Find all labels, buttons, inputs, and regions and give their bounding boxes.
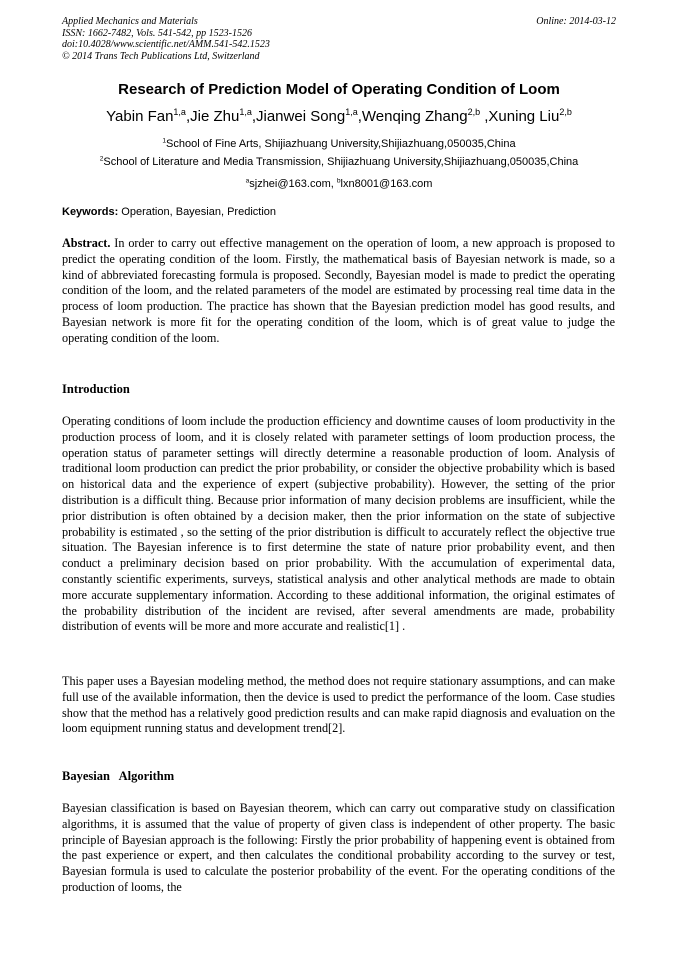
bayesian-paragraph-1: Bayesian classification is based on Bayesian theorem, which can carry out comparative study on classification algorithms, it is assumed that the value of property of given class is independent of other property. The basic principle of Bayesian approach is the following: Firstly the prior probability of happening event is obtained from the past experience or expert, and then calculates the conditional probability according to the survey or test, Bayesian formula is used to calculate the posterior probability of the event. For the operating conditions of the production of looms, the — [62, 801, 615, 894]
email-text: lxn8001@163.com — [340, 178, 433, 190]
journal-issn: ISSN: 1662-7482, Vols. 541-542, pp 1523-1526 — [62, 27, 252, 39]
author-affil-mark: 1,a — [239, 107, 252, 117]
introduction-paragraph-1: Operating conditions of loom include the production efficiency and downtime causes of loom productivity in the production process of loom, and it is closely related with parameter settings of loom production process, the operation status of parameter settings will directly determine a reasonable production of loom. Analysis of traditional loom production can predict the prior probability, or consider the objective probability which is based on historical data and the experience of expert (subjective probability). However, the setting of the prior distribution is a difficult thing. Because prior information of many decision problems are insufficient, while the prior distribution is often obtained by a decision maker, then the prior information on the state of subjective probability is estimated , so the setting of the prior distribution is difficult to accurately reflect the objective true situation. The Bayesian inference is to first determine the state of nature prior probability event, and then conduct a preliminary decision based on prior probability. With the accumulation of experimental data, constantly scientific experiments, surveys, statistical analysis and other analytical methods are made to obtain more accurate supplementary information. According to these additional information, the original estimates of the probability distribution of the incident are revised, after several amendments are made, probability distribution of events will be more and more accurate and realistic[1] . — [62, 414, 615, 634]
abstract-text: In order to carry out effective management on the operation of loom, a new approach is proposed to predict the operating condition of the loom. Firstly, the mathematical basis of Bayesian network is made, so a kind of abbreviated forecasting formula is proposed. Secondly, Bayesian model is made to predict the operating condition of the loom, and the related parameters of the model are estimated by processing real time data in the process of loom production. The practice has shown that the Bayesian prediction model has good results, and Bayesian network is more fit for the operating condition of the loom, which is of great value to judge the operating condition of the loom. — [62, 236, 615, 345]
affiliation-mark: 2 — [99, 155, 104, 163]
section-heading-introduction: Introduction — [62, 382, 130, 396]
author-list — [0, 108, 678, 125]
email-mark: a — [245, 177, 250, 185]
abstract-label: Abstract. — [62, 236, 111, 250]
journal-copyright: © 2014 Trans Tech Publications Ltd, Switzerland — [62, 50, 260, 62]
keywords-text: Operation, Bayesian, Prediction — [118, 206, 277, 218]
author-name: Jianwei Song — [256, 108, 346, 125]
author-affil-mark: 1,a — [173, 107, 186, 117]
affiliation-1 — [0, 138, 678, 150]
author-name: Wenqing Zhang — [361, 108, 468, 125]
paper-title: Research of Prediction Model of Operating Condition of Loom — [118, 81, 560, 98]
author-affil-mark: 2,b — [559, 107, 572, 117]
author-separator: , — [251, 108, 256, 125]
affiliation-text: School of Fine Arts, Shijiazhuang University,Shijiazhuang,050035,China — [166, 138, 516, 150]
author-affil-mark: 1,a — [345, 107, 358, 117]
author-name: Yabin Fan — [106, 108, 174, 125]
section-heading-bayesian-algorithm: Bayesian Algorithm — [62, 769, 175, 783]
author-name: Jie Zhu — [190, 108, 240, 125]
email-line — [0, 178, 678, 190]
journal-doi: doi:10.4028/www.scientific.net/AMM.541-542.1523 — [62, 39, 270, 50]
affiliation-text: School of Literature and Media Transmission, Shijiazhuang University,Shijiazhuang,050035,China — [103, 156, 579, 168]
keywords-line — [62, 206, 616, 218]
introduction-paragraph-2: This paper uses a Bayesian modeling method, the method does not require stationary assumptions, and can make full use of the available information, then the device is used to predict the performance of the loom. Case studies show that the method has a relatively good prediction results and can make rapid diagnosis and evaluation on the loom equipment running status and development trend[2]. — [62, 674, 615, 736]
author-affil-mark: 2,b — [467, 107, 481, 117]
abstract-paragraph — [62, 236, 615, 347]
journal-name: Applied Mechanics and Materials — [62, 16, 198, 27]
journal-header — [62, 16, 616, 62]
email-text: sjzhei@163.com, — [249, 178, 337, 190]
online-date: Online: 2014-03-12 — [536, 16, 616, 27]
email-mark: b — [336, 177, 341, 185]
affiliation-mark: 1 — [162, 137, 167, 145]
author-name: Xuning Liu — [488, 108, 560, 125]
author-separator: , — [480, 108, 489, 125]
author-separator: , — [185, 108, 191, 125]
keywords-label: Keywords: — [62, 206, 119, 218]
author-separator: , — [357, 108, 362, 125]
affiliation-2 — [0, 156, 678, 168]
